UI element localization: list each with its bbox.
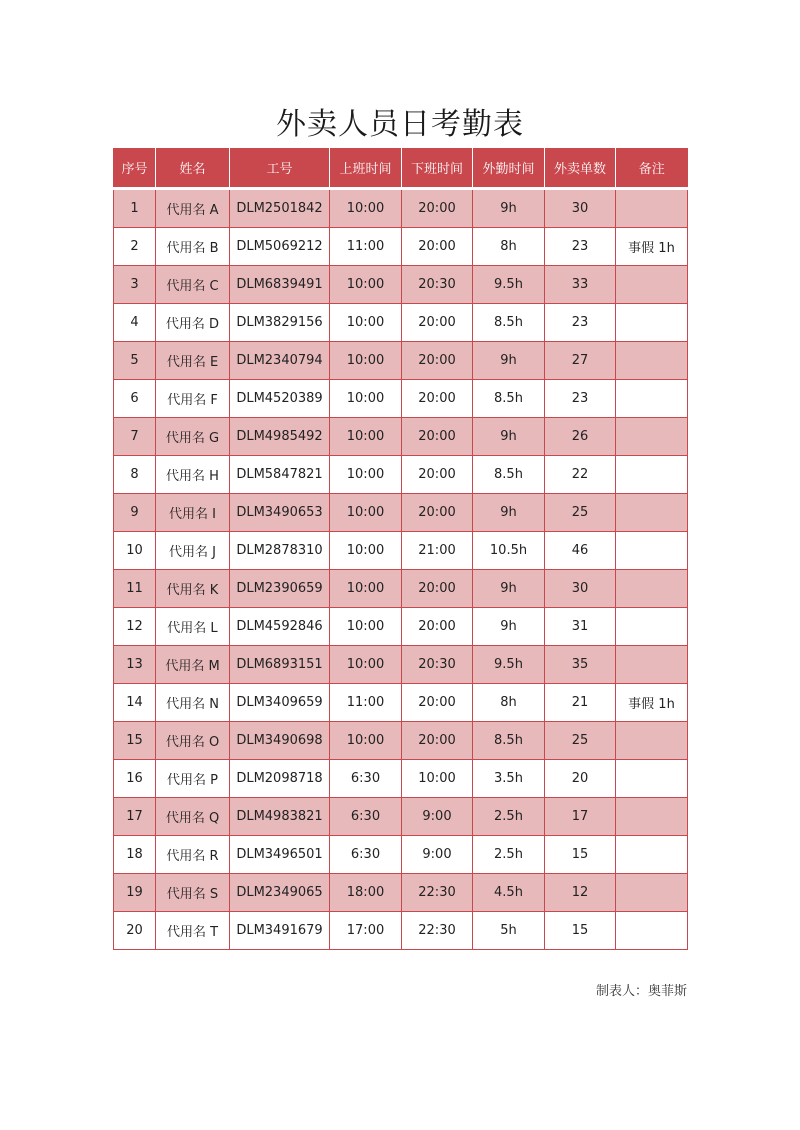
cell-field-hours: 8h (473, 228, 545, 266)
cell-end-time: 22:30 (402, 874, 473, 912)
cell-index: 6 (114, 380, 156, 418)
cell-end-time: 22:30 (402, 912, 473, 950)
cell-employee-id: DLM3491679 (230, 912, 330, 950)
cell-name: 代用名 L (156, 608, 230, 646)
cell-field-hours: 2.5h (473, 798, 545, 836)
cell-remark (616, 874, 688, 912)
cell-index: 19 (114, 874, 156, 912)
cell-employee-id: DLM2390659 (230, 570, 330, 608)
column-header-name: 姓名 (156, 148, 230, 189)
cell-field-hours: 9h (473, 418, 545, 456)
cell-name: 代用名 T (156, 912, 230, 950)
table-row (114, 874, 688, 912)
cell-employee-id: DLM4592846 (230, 608, 330, 646)
cell-start-time: 10:00 (330, 342, 402, 380)
cell-end-time: 20:00 (402, 228, 473, 266)
column-header-employee-id: 工号 (230, 148, 330, 189)
cell-employee-id: DLM3409659 (230, 684, 330, 722)
cell-index: 5 (114, 342, 156, 380)
cell-order-count: 15 (545, 912, 616, 950)
cell-order-count: 46 (545, 532, 616, 570)
column-header-end-time: 下班时间 (402, 148, 473, 189)
cell-order-count: 22 (545, 456, 616, 494)
cell-field-hours: 9.5h (473, 646, 545, 684)
cell-end-time: 20:00 (402, 418, 473, 456)
cell-index: 20 (114, 912, 156, 950)
cell-end-time: 20:00 (402, 570, 473, 608)
cell-remark: 事假 1h (616, 228, 688, 266)
cell-employee-id: DLM5069212 (230, 228, 330, 266)
cell-start-time: 10:00 (330, 532, 402, 570)
cell-field-hours: 9h (473, 189, 545, 228)
cell-index: 3 (114, 266, 156, 304)
cell-index: 17 (114, 798, 156, 836)
cell-name: 代用名 M (156, 646, 230, 684)
column-header-start-time: 上班时间 (330, 148, 402, 189)
cell-order-count: 33 (545, 266, 616, 304)
cell-name: 代用名 N (156, 684, 230, 722)
cell-name: 代用名 E (156, 342, 230, 380)
cell-name: 代用名 K (156, 570, 230, 608)
cell-start-time: 10:00 (330, 608, 402, 646)
cell-index: 11 (114, 570, 156, 608)
cell-remark (616, 722, 688, 760)
cell-index: 8 (114, 456, 156, 494)
cell-index: 9 (114, 494, 156, 532)
table-row (114, 228, 688, 266)
cell-end-time: 20:00 (402, 608, 473, 646)
cell-remark (616, 532, 688, 570)
cell-index: 18 (114, 836, 156, 874)
cell-employee-id: DLM4983821 (230, 798, 330, 836)
cell-order-count: 23 (545, 228, 616, 266)
table-row (114, 418, 688, 456)
cell-remark (616, 494, 688, 532)
cell-name: 代用名 C (156, 266, 230, 304)
cell-order-count: 26 (545, 418, 616, 456)
table-row (114, 646, 688, 684)
attendance-table (113, 148, 688, 950)
cell-end-time: 20:30 (402, 646, 473, 684)
column-header-order-count: 外卖单数 (545, 148, 616, 189)
cell-index: 14 (114, 684, 156, 722)
cell-employee-id: DLM3496501 (230, 836, 330, 874)
cell-name: 代用名 B (156, 228, 230, 266)
cell-end-time: 20:00 (402, 304, 473, 342)
cell-start-time: 10:00 (330, 380, 402, 418)
table-row (114, 798, 688, 836)
cell-employee-id: DLM2349065 (230, 874, 330, 912)
cell-field-hours: 8.5h (473, 722, 545, 760)
cell-index: 13 (114, 646, 156, 684)
cell-order-count: 23 (545, 380, 616, 418)
cell-order-count: 30 (545, 570, 616, 608)
cell-order-count: 15 (545, 836, 616, 874)
cell-start-time: 10:00 (330, 494, 402, 532)
cell-order-count: 20 (545, 760, 616, 798)
cell-employee-id: DLM6893151 (230, 646, 330, 684)
cell-field-hours: 9h (473, 342, 545, 380)
cell-employee-id: DLM3829156 (230, 304, 330, 342)
column-header-remark: 备注 (616, 148, 688, 189)
table-row (114, 684, 688, 722)
cell-order-count: 25 (545, 722, 616, 760)
cell-field-hours: 10.5h (473, 532, 545, 570)
cell-remark (616, 418, 688, 456)
cell-field-hours: 9h (473, 494, 545, 532)
cell-end-time: 20:00 (402, 684, 473, 722)
cell-employee-id: DLM4985492 (230, 418, 330, 456)
table-row (114, 456, 688, 494)
cell-employee-id: DLM2878310 (230, 532, 330, 570)
cell-order-count: 30 (545, 189, 616, 228)
cell-start-time: 10:00 (330, 266, 402, 304)
cell-name: 代用名 R (156, 836, 230, 874)
cell-remark (616, 836, 688, 874)
cell-name: 代用名 D (156, 304, 230, 342)
cell-remark (616, 646, 688, 684)
cell-start-time: 11:00 (330, 228, 402, 266)
cell-remark (616, 266, 688, 304)
cell-start-time: 6:30 (330, 798, 402, 836)
cell-name: 代用名 G (156, 418, 230, 456)
table-row (114, 912, 688, 950)
table-header (114, 148, 688, 189)
cell-index: 12 (114, 608, 156, 646)
cell-field-hours: 5h (473, 912, 545, 950)
table-row (114, 266, 688, 304)
column-header-field-hours: 外勤时间 (473, 148, 545, 189)
table-maker-note: 制表人：奥菲斯 (595, 984, 687, 999)
cell-name: 代用名 H (156, 456, 230, 494)
cell-start-time: 10:00 (330, 304, 402, 342)
cell-start-time: 10:00 (330, 722, 402, 760)
cell-end-time: 20:00 (402, 189, 473, 228)
cell-employee-id: DLM5847821 (230, 456, 330, 494)
cell-remark: 事假 1h (616, 684, 688, 722)
cell-end-time: 9:00 (402, 798, 473, 836)
cell-employee-id: DLM4520389 (230, 380, 330, 418)
cell-end-time: 20:30 (402, 266, 473, 304)
cell-employee-id: DLM2340794 (230, 342, 330, 380)
cell-name: 代用名 P (156, 760, 230, 798)
cell-employee-id: DLM3490653 (230, 494, 330, 532)
cell-remark (616, 798, 688, 836)
cell-name: 代用名 O (156, 722, 230, 760)
cell-field-hours: 8.5h (473, 304, 545, 342)
cell-order-count: 17 (545, 798, 616, 836)
cell-field-hours: 2.5h (473, 836, 545, 874)
cell-field-hours: 8h (473, 684, 545, 722)
cell-field-hours: 9h (473, 570, 545, 608)
cell-name: 代用名 F (156, 380, 230, 418)
cell-start-time: 10:00 (330, 418, 402, 456)
cell-name: 代用名 A (156, 189, 230, 228)
cell-employee-id: DLM3490698 (230, 722, 330, 760)
cell-field-hours: 3.5h (473, 760, 545, 798)
cell-end-time: 20:00 (402, 494, 473, 532)
cell-employee-id: DLM2501842 (230, 189, 330, 228)
column-header-index: 序号 (114, 148, 156, 189)
page-title: 外卖人员日考勤表 (276, 107, 524, 142)
cell-index: 1 (114, 189, 156, 228)
cell-field-hours: 9h (473, 608, 545, 646)
cell-start-time: 6:30 (330, 836, 402, 874)
table-row (114, 722, 688, 760)
cell-remark (616, 304, 688, 342)
cell-end-time: 20:00 (402, 342, 473, 380)
table-row (114, 304, 688, 342)
cell-employee-id: DLM2098718 (230, 760, 330, 798)
table-row (114, 570, 688, 608)
cell-order-count: 25 (545, 494, 616, 532)
cell-remark (616, 570, 688, 608)
cell-order-count: 35 (545, 646, 616, 684)
table-row (114, 760, 688, 798)
cell-start-time: 11:00 (330, 684, 402, 722)
cell-name: 代用名 S (156, 874, 230, 912)
cell-start-time: 10:00 (330, 456, 402, 494)
cell-index: 16 (114, 760, 156, 798)
cell-start-time: 10:00 (330, 570, 402, 608)
cell-index: 2 (114, 228, 156, 266)
cell-remark (616, 608, 688, 646)
cell-index: 7 (114, 418, 156, 456)
cell-start-time: 10:00 (330, 646, 402, 684)
cell-order-count: 21 (545, 684, 616, 722)
table-row (114, 494, 688, 532)
cell-end-time: 9:00 (402, 836, 473, 874)
table-row (114, 189, 688, 228)
cell-remark (616, 342, 688, 380)
table-row (114, 532, 688, 570)
cell-end-time: 20:00 (402, 456, 473, 494)
cell-field-hours: 4.5h (473, 874, 545, 912)
cell-start-time: 10:00 (330, 189, 402, 228)
cell-field-hours: 8.5h (473, 380, 545, 418)
cell-order-count: 12 (545, 874, 616, 912)
cell-end-time: 20:00 (402, 380, 473, 418)
cell-remark (616, 456, 688, 494)
cell-remark (616, 760, 688, 798)
table-row (114, 342, 688, 380)
cell-index: 10 (114, 532, 156, 570)
cell-name: 代用名 I (156, 494, 230, 532)
cell-end-time: 21:00 (402, 532, 473, 570)
cell-order-count: 23 (545, 304, 616, 342)
cell-index: 15 (114, 722, 156, 760)
cell-index: 4 (114, 304, 156, 342)
cell-start-time: 17:00 (330, 912, 402, 950)
table-row (114, 608, 688, 646)
cell-order-count: 31 (545, 608, 616, 646)
cell-remark (616, 189, 688, 228)
cell-start-time: 6:30 (330, 760, 402, 798)
table-body (114, 189, 688, 950)
cell-employee-id: DLM6839491 (230, 266, 330, 304)
cell-end-time: 10:00 (402, 760, 473, 798)
table-row (114, 380, 688, 418)
header-row (114, 148, 688, 189)
cell-field-hours: 8.5h (473, 456, 545, 494)
cell-start-time: 18:00 (330, 874, 402, 912)
table-row (114, 836, 688, 874)
cell-remark (616, 912, 688, 950)
cell-name: 代用名 Q (156, 798, 230, 836)
cell-name: 代用名 J (156, 532, 230, 570)
cell-field-hours: 9.5h (473, 266, 545, 304)
cell-end-time: 20:00 (402, 722, 473, 760)
cell-order-count: 27 (545, 342, 616, 380)
cell-remark (616, 380, 688, 418)
